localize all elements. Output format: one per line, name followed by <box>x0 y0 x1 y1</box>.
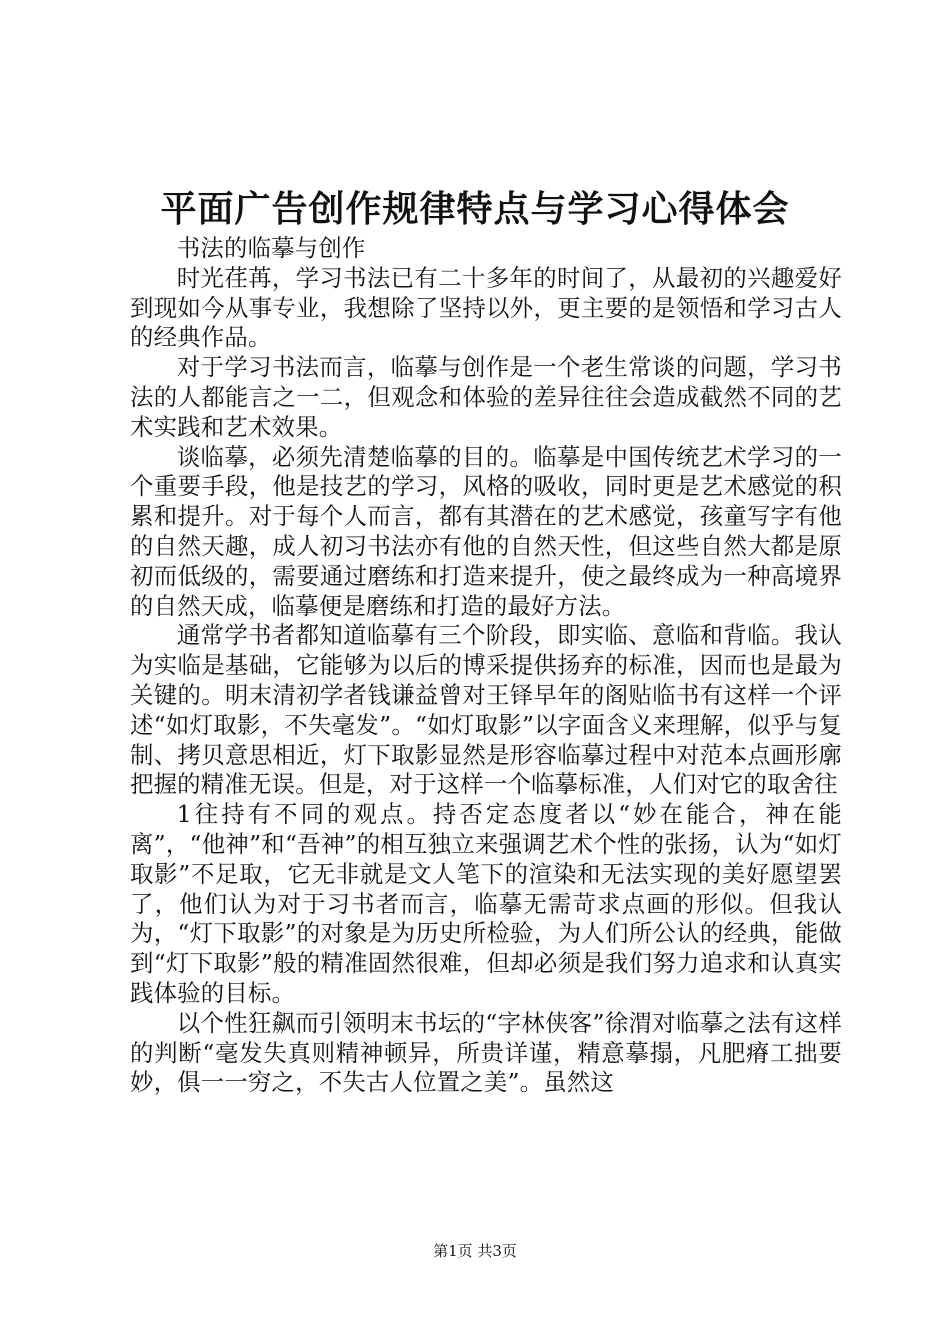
paragraph: 以个性狂飙而引领明末书坛的“字林侠客”徐渭对临摹之法有这样的判断“毫发失真则精神顿异，所贵详谨，精意摹搨，凡肥瘠工拙要妙，俱一一穷之，不失古人位置之美”。虽然这 <box>130 1008 842 1097</box>
paragraph: 1往持有不同的观点。持否定态度者以“妙在能合，神在能离”，“他神”和“吾神”的相互独立来强调艺术个性的张扬，认为“如灯取影”不足取，它无非就是文人笔下的渲染和无法实现的美好愿望罢了，他们认为对于习书者而言，临摹无需苛求点画的形似。但我认为，“灯下取影”的对象是为历史所检验，为人们所公认的经典，能做到“灯下取影”般的精准固然很难，但却必须是我们努力追求和认真实践体验的目标。 <box>130 800 842 1007</box>
document-title: 平面广告创作规律特点与学习心得体会 <box>160 188 790 230</box>
paragraph: 对于学习书法而言，临摹与创作是一个老生常谈的问题，学习书法的人都能言之一二，但观念和体验的差异往往会造成截然不同的艺术实践和艺术效果。 <box>130 353 842 441</box>
page-number-footer: 第1页 共3页 <box>433 1242 517 1260</box>
paragraph: 通常学书者都知道临摹有三个阶段，即实临、意临和背临。我认为实临是基础，它能够为以后的博采提供扬弃的标准，因而也是最为关键的。明末清初学者钱谦益曾对王铎早年的阁贴临书有这样一个评述“如灯取影，不失毫发”。“如灯取影”以字面含义来理解，似乎与复制、拷贝意思相近，灯下取影显然是形容临摹过程中对范本点画形廓把握的精准无误。但是，对于这样一个临摹标准，人们对它的取舍往 <box>130 621 842 799</box>
paragraph-subtitle: 书法的临摹与创作 <box>176 234 366 262</box>
document-body <box>130 234 842 1098</box>
paragraph: 时光荏苒，学习书法已有二十多年的时间了，从最初的兴趣爱好到现如今从事专业，我想除了坚持以外，更主要的是领悟和学习古人的经典作品。 <box>130 263 842 352</box>
paragraph: 谈临摹，必须先清楚临摹的目的。临摹是中国传统艺术学习的一个重要手段，他是技艺的学习，风格的吸收，同时更是艺术感觉的积累和提升。对于每个人而言，都有其潜在的艺术感觉，孩童写字有他的自然天趣，成人初习书法亦有他的自然天性，但这些自然大都是原初而低级的，需要通过磨练和打造来提升，使之最终成为一种高境界的自然天成，临摹便是磨练和打造的最好方法。 <box>130 442 842 620</box>
